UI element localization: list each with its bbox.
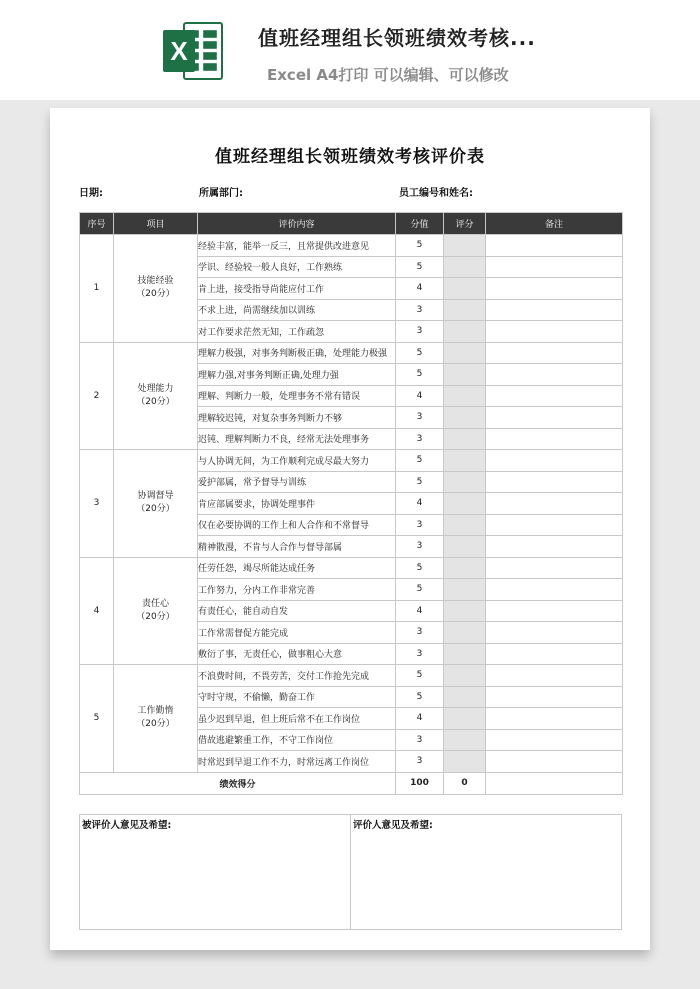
total-score: 100 [396, 772, 444, 794]
row-content: 经验丰富，能举一反三，且常提供改进意见 [198, 235, 396, 257]
row-item [114, 665, 198, 773]
row-notes-cell[interactable] [486, 751, 623, 773]
row-rating-cell[interactable] [444, 364, 486, 386]
item-weight: （20分） [136, 611, 175, 622]
row-content: 时常迟到早退工作不力，时常远离工作岗位 [198, 751, 396, 773]
item-name: 技能经验 [137, 276, 174, 287]
evaluee-comment-label: 被评价人意见及希望: [82, 820, 172, 831]
row-content: 理解力强,对事务判断正确,处理力强 [198, 364, 396, 386]
row-notes-cell[interactable] [486, 514, 623, 536]
row-score: 3 [396, 751, 444, 773]
row-score: 5 [396, 686, 444, 708]
row-rating-cell[interactable] [444, 729, 486, 751]
preview-header [0, 0, 700, 100]
row-score: 4 [396, 493, 444, 515]
row-score: 5 [396, 235, 444, 257]
date-label: 日期: [79, 188, 103, 199]
employee-label: 员工编号和姓名: [399, 188, 473, 199]
row-content: 理解较迟钝，对复杂事务判断力不够 [198, 407, 396, 429]
item-name: 协调督导 [137, 491, 174, 502]
row-notes-cell[interactable] [486, 708, 623, 730]
row-notes-cell[interactable] [486, 536, 623, 558]
row-rating-cell[interactable] [444, 342, 486, 364]
row-score: 5 [396, 579, 444, 601]
svg-text:X: X [170, 36, 188, 66]
header-seq: 序号 [80, 213, 114, 235]
item-weight: （20分） [136, 719, 175, 730]
row-score: 4 [396, 600, 444, 622]
item-name: 处理能力 [137, 383, 174, 394]
row-score: 3 [396, 299, 444, 321]
file-title: 值班经理组长领班绩效考核... [258, 26, 536, 50]
row-rating-cell[interactable] [444, 407, 486, 429]
row-rating-cell[interactable] [444, 708, 486, 730]
row-score: 5 [396, 342, 444, 364]
row-notes-cell[interactable] [486, 729, 623, 751]
row-score: 5 [396, 450, 444, 472]
total-notes[interactable] [486, 772, 623, 794]
row-content: 不求上进，尚需继续加以训练 [198, 299, 396, 321]
row-seq: 5 [80, 665, 114, 773]
row-score: 5 [396, 471, 444, 493]
row-notes-cell[interactable] [486, 665, 623, 687]
row-content: 不浪费时间，不畏劳苦，交付工作抢先完成 [198, 665, 396, 687]
row-content: 与人协调无间，为工作顺利完成尽最大努力 [198, 450, 396, 472]
row-notes-cell[interactable] [486, 600, 623, 622]
row-rating-cell[interactable] [444, 235, 486, 257]
row-score: 4 [396, 278, 444, 300]
row-notes-cell[interactable] [486, 557, 623, 579]
item-weight: （20分） [136, 504, 175, 515]
department-label: 所属部门: [199, 188, 243, 199]
row-item [114, 235, 198, 343]
row-rating-cell[interactable] [444, 450, 486, 472]
row-rating-cell[interactable] [444, 536, 486, 558]
row-rating-cell[interactable] [444, 493, 486, 515]
row-notes-cell[interactable] [486, 686, 623, 708]
row-notes-cell[interactable] [486, 385, 623, 407]
row-content: 工作常需督促方能完成 [198, 622, 396, 644]
row-rating-cell[interactable] [444, 622, 486, 644]
row-score: 3 [396, 643, 444, 665]
table-row [80, 342, 623, 364]
document-page [50, 108, 650, 950]
row-score: 4 [396, 385, 444, 407]
table-row [80, 557, 623, 579]
total-mark: 0 [444, 772, 486, 794]
row-score: 3 [396, 407, 444, 429]
item-weight: （20分） [136, 289, 175, 300]
row-notes-cell[interactable] [486, 407, 623, 429]
row-notes-cell[interactable] [486, 428, 623, 450]
row-content: 工作努力，分内工作非常完善 [198, 579, 396, 601]
row-notes-cell[interactable] [486, 235, 623, 257]
row-content: 爱护部属，常予督导与训练 [198, 471, 396, 493]
header-content: 评价内容 [198, 213, 396, 235]
total-label: 绩效得分 [80, 772, 396, 794]
header-rating: 评分 [444, 213, 486, 235]
row-notes-cell[interactable] [486, 622, 623, 644]
evaluator-comment-label: 评价人意见及希望: [353, 820, 433, 831]
evaluation-table [79, 212, 623, 795]
row-content: 精神散漫，不肯与人合作与督导部属 [198, 536, 396, 558]
row-score: 5 [396, 665, 444, 687]
row-score: 3 [396, 428, 444, 450]
row-rating-cell[interactable] [444, 299, 486, 321]
row-notes-cell[interactable] [486, 493, 623, 515]
item-name: 工作勤惰 [137, 706, 174, 717]
row-notes-cell[interactable] [486, 321, 623, 343]
row-seq: 1 [80, 235, 114, 343]
row-content: 迟钝、理解判断力不良，经常无法处理事务 [198, 428, 396, 450]
total-row [80, 772, 623, 794]
row-item [114, 450, 198, 558]
evaluee-comment-box[interactable] [80, 815, 351, 930]
row-score: 5 [396, 557, 444, 579]
row-notes-cell[interactable] [486, 579, 623, 601]
header-item: 项目 [114, 213, 198, 235]
row-notes-cell[interactable] [486, 471, 623, 493]
row-notes-cell[interactable] [486, 342, 623, 364]
row-content: 学识、经验较一般人良好，工作熟练 [198, 256, 396, 278]
row-score: 3 [396, 622, 444, 644]
row-rating-cell[interactable] [444, 557, 486, 579]
row-rating-cell[interactable] [444, 665, 486, 687]
row-score: 3 [396, 536, 444, 558]
row-rating-cell[interactable] [444, 643, 486, 665]
row-score: 3 [396, 321, 444, 343]
table-header-row [80, 213, 623, 235]
row-content: 对工作要求茫然无知，工作疏忽 [198, 321, 396, 343]
row-content: 仅在必要协调的工作上和人合作和不常督导 [198, 514, 396, 536]
table-row [80, 665, 623, 687]
row-rating-cell[interactable] [444, 751, 486, 773]
row-rating-cell[interactable] [444, 579, 486, 601]
row-rating-cell[interactable] [444, 514, 486, 536]
row-notes-cell[interactable] [486, 256, 623, 278]
table-row [80, 235, 623, 257]
row-rating-cell[interactable] [444, 321, 486, 343]
header-score: 分值 [396, 213, 444, 235]
file-subtitle: Excel A4打印 可以编辑、可以修改 [267, 66, 509, 84]
row-content: 借故逃避繁重工作，不守工作岗位 [198, 729, 396, 751]
row-notes-cell[interactable] [486, 299, 623, 321]
row-content: 有责任心，能自动自发 [198, 600, 396, 622]
row-item [114, 342, 198, 450]
row-score: 3 [396, 514, 444, 536]
row-score: 5 [396, 256, 444, 278]
row-content: 理解、判断力一般，处理事务不常有错误 [198, 385, 396, 407]
document-title: 值班经理组长领班绩效考核评价表 [215, 147, 485, 167]
row-content: 肯应部属要求，协调处理事件 [198, 493, 396, 515]
evaluator-comment-box[interactable] [351, 815, 622, 930]
row-content: 守时守规，不偷懒，勤奋工作 [198, 686, 396, 708]
excel-icon [160, 18, 226, 84]
header-notes: 备注 [486, 213, 623, 235]
row-rating-cell[interactable] [444, 686, 486, 708]
row-score: 3 [396, 729, 444, 751]
item-name: 责任心 [141, 598, 169, 609]
row-rating-cell[interactable] [444, 278, 486, 300]
row-content: 任劳任怨，竭尽所能达成任务 [198, 557, 396, 579]
row-notes-cell[interactable] [486, 643, 623, 665]
row-notes-cell[interactable] [486, 278, 623, 300]
row-content: 理解力极强，对事务判断极正确，处理能力极强 [198, 342, 396, 364]
row-seq: 2 [80, 342, 114, 450]
comments-table [79, 814, 622, 930]
row-notes-cell[interactable] [486, 450, 623, 472]
row-item [114, 557, 198, 665]
row-seq: 4 [80, 557, 114, 665]
row-rating-cell[interactable] [444, 600, 486, 622]
row-content: 肯上进，接受指导尚能应付工作 [198, 278, 396, 300]
row-rating-cell[interactable] [444, 428, 486, 450]
row-rating-cell[interactable] [444, 256, 486, 278]
row-seq: 3 [80, 450, 114, 558]
item-weight: （20分） [136, 396, 175, 407]
row-score: 4 [396, 708, 444, 730]
row-score: 5 [396, 364, 444, 386]
row-rating-cell[interactable] [444, 385, 486, 407]
row-content: 虽少迟到早退，但上班后常不在工作岗位 [198, 708, 396, 730]
table-row [80, 450, 623, 472]
row-notes-cell[interactable] [486, 364, 623, 386]
row-content: 敷衍了事，无责任心，做事粗心大意 [198, 643, 396, 665]
row-rating-cell[interactable] [444, 471, 486, 493]
